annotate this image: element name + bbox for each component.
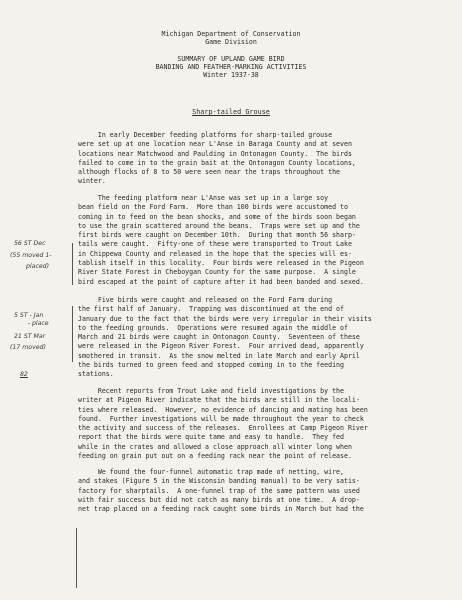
text-line: while in the crates and allowed a close approach all winter long when [78, 442, 352, 451]
text-line: the first half of January. Trapping was discontinued at the end of [78, 305, 344, 314]
text-line: in Chippewa County and released in the hope that the species will es- [78, 249, 352, 258]
margin-bracket-line [76, 528, 77, 588]
text-line: were released in the Pigeon River Forest. Four arrived dead, apparently [78, 342, 364, 351]
text-line: with fair success but did not catch as many birds at one time. A drop- [78, 495, 360, 504]
text-line: failed to come in to the grain bait at the Ontonagon County locations, [78, 158, 356, 167]
header-division: Game Division [205, 38, 257, 46]
margin-note-total: 82 [20, 371, 28, 378]
text-line: stations. [78, 370, 114, 379]
text-line: to the feeding grounds. Operations were resumed again the middle of [78, 323, 348, 332]
margin-bracket-line [72, 306, 73, 362]
text-line: March and 21 birds were caught in Ontonagon County. Seventeen of these [78, 333, 360, 342]
paragraph-2 [78, 194, 396, 287]
margin-note-dec-moved: (55 moved 1- [10, 252, 52, 259]
text-line: Five birds were caught and released on the Ford Farm during [78, 296, 333, 304]
text-line: tablish itself in this locality. Four birds were released in the Pigeon [78, 259, 364, 268]
header-department: Michigan Department of Conservation [161, 30, 301, 38]
paragraph-5 [78, 468, 396, 514]
margin-note-dec-placed: placed) [26, 263, 49, 270]
text-line: River State Forest in Cheboygan County for the same purpose. A single [78, 268, 356, 277]
text-line: report that the birds were quite tame and easy to handle. They fed [78, 433, 344, 442]
header-summary-title: SUMMARY OF UPLAND GAME BIRD [177, 55, 285, 63]
text-line: Recent reports from Trout Lake and field investigations by the [78, 387, 344, 395]
text-line: locations near Matchwood and Paulding in Ontonagon County. The birds [78, 149, 352, 158]
margin-bracket-line [72, 243, 73, 285]
text-line: bean field on the Ford Farm. More than 100 birds were accustomed to [78, 203, 348, 212]
text-line: We found the four-funnel automatic trap made of netting, wire, [78, 468, 344, 476]
paragraph-1 [78, 131, 396, 187]
text-line: ties where released. However, no evidence of dancing and mating has been [78, 405, 368, 414]
text-line: the activity and success of the releases. Enrollees at Camp Pigeon River [78, 424, 368, 433]
text-line: smothered in transit. As the snow melted in late March and early April [78, 351, 360, 360]
paragraph-4 [78, 387, 396, 461]
text-line: and stakes (Figure 5 in the Wisconsin banding manual) to be very satis- [78, 477, 360, 486]
text-line: net trap placed on a feeding rack caught some birds in March but had the [78, 505, 364, 514]
header-season: Winter 1937-38 [203, 71, 259, 79]
text-line: tails were caught. Fifty-one of these were transported to Trout Lake [78, 240, 352, 249]
margin-note-dec-count: 56 ST Dec [14, 240, 46, 247]
text-line: The feeding platform near L'Anse was set up in a large soy [78, 194, 329, 202]
text-line: factory for sharptails. A one-funnel trap of the same pattern was used [78, 486, 360, 495]
text-line: coming in to feed on the bean shocks, and some of the birds soon began [78, 212, 356, 221]
text-line: although flocks of 8 to 50 were seen near the traps throughout the [78, 168, 341, 177]
margin-note-mar-moved: (17 moved) [10, 344, 46, 351]
text-line: feeding on grain put out on a feeding rack near the point of release. [78, 452, 352, 461]
margin-note-mar-count: 21 ST Mar [14, 333, 46, 340]
margin-note-jan-count: 5 ST - Jan [14, 312, 44, 319]
text-line: winter. [78, 177, 106, 186]
text-line: the birds turned to green feed and stopped coming in to the feeding [78, 361, 344, 370]
text-line: first birds were caught on December 10th. During that month 56 sharp- [78, 231, 356, 240]
text-line: writer at Pigeon River indicate that the birds are still in the locali- [78, 396, 360, 405]
margin-note-jan-place: - place [14, 320, 49, 327]
text-line: In early December feeding platforms for sharp-tailed grouse [78, 131, 333, 139]
header-activities: BANDING AND FEATHER-MARKING ACTIVITIES [155, 63, 307, 71]
text-line: bird escaped at the point of capture after it had been banded and sexed. [78, 277, 364, 286]
text-line: to use the grain scattered around the beans. Traps were set up and the [78, 221, 360, 230]
text-line: were set up at one location near L'Anse in Baraga County and at seven [78, 140, 352, 149]
paragraph-3 [78, 296, 396, 380]
section-title: Sharp-tailed Grouse [192, 108, 270, 116]
text-line: found. Further investigations will be made throughout the year to check [78, 414, 364, 423]
text-line: January due to the fact that the birds were very irregular in their visits [78, 314, 372, 323]
